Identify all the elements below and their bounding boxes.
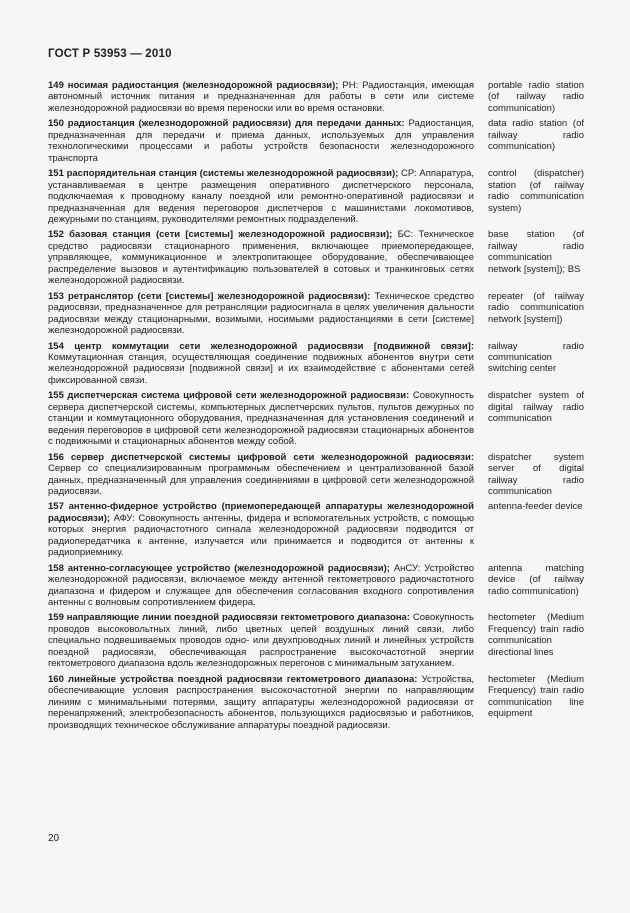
glossary-entry xyxy=(48,291,584,337)
entry-english-term: portable radio station (of railway radio communication) xyxy=(488,80,584,114)
glossary-entry xyxy=(48,612,584,669)
entry-term: 158 антенно-согласующее устройство (железнодорожной радиосвязи); xyxy=(48,562,390,574)
entry-body: СР: Аппаратура, устанавливаемая в центре размещения оперативного диспетчерского персонала, подключаемая к проводному каналу поездной или ремонтно-оперативной радиосвязи и предназначенная для ведения переговоров диспетчеров с машинистами локомотивов, дежурными по станциям, руководителями ремонтных подразделений. xyxy=(48,168,474,225)
entry-english-term: dispatcher system of digital railway radio communication xyxy=(488,390,584,425)
entry-definition xyxy=(48,118,474,164)
entry-english-term: antenna-feeder device xyxy=(488,501,583,513)
glossary-entry xyxy=(48,452,584,498)
entry-body: Совокупность проводов высоковольтных линий, либо цветных цепей воздушных линий связи, либо специально подвешиваемых проводов одно- или двухпроводных линий и линейных устройств поездной радиосвязи, обеспечивающая распространение высокочастотной энергии гектометрового диапазона вдоль железнодорожных перегонов с минимальным затуханием. xyxy=(48,612,474,670)
entry-body: Техническое средство радиосвязи, предназначенное для ретрансляции радиосигнала в целях увеличения дальности радиосвязи между стационарными, возимыми, носимыми радиостанциями в сети [системе] железнодорожной радиосвязи. xyxy=(48,290,475,337)
standard-header: ГОСТ Р 53953 — 2010 xyxy=(48,48,172,60)
entry-body: Устройства, обеспечивающие условия распространения высокочастотной энергии по направляющим линиям с минимальными потерями, защиту аппаратуры железнодорожной радиосвязи от перенапряжений, электробезопасность абонентов, пользующихся радиосвязью и работников, производящих техническое обслуживание аппаратуры поездной радиосвязи. xyxy=(48,673,474,731)
entry-definition xyxy=(48,674,474,731)
entry-term: 155 диспетчерская система цифровой сети железнодорожной радиосвязи: xyxy=(48,390,410,402)
entry-english-term: railway radio communication switching center xyxy=(488,340,584,375)
entry-definition xyxy=(48,341,474,387)
entry-definition xyxy=(48,291,474,337)
entry-body: Сервер со специализированным программным обеспечением и централизованной базой данных, предназначенный для управления соединениями в цифровой сети железнодорожной радиосвязи. xyxy=(48,463,474,497)
entry-term: 154 центр коммутации сети железнодорожной радиосвязи [подвижной связи]: xyxy=(48,340,474,352)
glossary-entry xyxy=(48,674,584,731)
page-number: 20 xyxy=(48,833,60,844)
entry-definition xyxy=(48,501,474,558)
entry-term: 153 ретранслятор (сети [системы] железнодорожной радиосвязи): xyxy=(48,290,371,302)
entry-english-term: base station (of railway radio communication network [system]); BS xyxy=(488,229,584,275)
entry-body: Коммутационная станция, осуществляющая соединение подвижных абонентов внутри сети железнодорожной радиосвязи [подвижной связи] и их взаимодействие с абонентами сетей фиксированной связи. xyxy=(48,351,474,386)
entry-definition xyxy=(48,390,474,447)
glossary-entry xyxy=(48,118,584,164)
entry-term: 159 направляющие линии поездной радиосвязи гектометрового диапазона: xyxy=(48,612,411,624)
glossary-entry xyxy=(48,341,584,387)
entry-english-term: control (dispatcher) station (of railway radio communication system) xyxy=(488,168,584,214)
entry-english-term: dispatcher system server of digital railway radio communication xyxy=(488,451,584,497)
entry-definition xyxy=(48,80,474,114)
entry-term: 156 сервер диспетчерской системы цифровой сети железнодорожной радиосвязи: xyxy=(48,451,474,463)
entry-term: 150 радиостанция (железнодорожной радиосвязи) для передачи данных: xyxy=(48,118,405,130)
entry-english-term: data radio station (of railway radio communication) xyxy=(488,118,584,153)
entry-body: АФУ: Совокупность антенны, фидера и вспомогательных устройств, с помощью которых энергия радиочастотного сигнала железнодорожной радиосвязи подводится от радиопередатчика к антенне, излучается или принимается и подводится от антенны к радиоприемнику. xyxy=(48,512,474,559)
entry-definition xyxy=(48,229,474,286)
entry-definition xyxy=(48,452,474,498)
entry-term: 157 антенно-фидерное устройство (приемопередающей аппаратуры железнодорожной радиосвязи); xyxy=(48,501,474,524)
entry-term: 160 линейные устройства поездной радиосвязи гектометрового диапазона: xyxy=(48,673,418,685)
entry-english-term: repeater (of railway radio communication network [system]) xyxy=(488,290,584,325)
entry-english-term: antenna matching device (of railway radio communication) xyxy=(488,562,584,597)
entry-term: 149 носимая радиостанция (железнодорожной радиосвязи); xyxy=(48,80,339,91)
glossary-entry xyxy=(48,390,584,447)
entry-definition xyxy=(48,612,474,669)
entry-body: Радиостанция, предназначенная для передачи и приема данных, используемых для управления технологическими процессами и работы устройств безопасности железнодорожного транспорта xyxy=(48,118,474,164)
entry-body: Совокупность сервера диспетчерской системы, компьютерных диспетчерских пультов, пультов дежурных по станции и коммутационного оборудования, предназначенная для установления соединений и ведения переговоров в цифровой сети железнодорожной радиосвязи стационарных абонентов с подвижными и стационарных абонентов между собой. xyxy=(48,390,474,448)
glossary-entry xyxy=(48,229,584,286)
entry-term: 152 базовая станция (сети [системы] железнодорожной радиосвязи); xyxy=(48,229,393,241)
entry-body: БС: Техническое средство радиосвязи стационарного применения, включающее приемопередающее, управляющее, коммуникационное и электропитающее оборудование, обеспечивающее распределение вызовов и аутентификацию пользователей в сотовых и транкинговых сетях железнодорожной радиосвязи. xyxy=(48,229,474,287)
glossary-entry xyxy=(48,80,584,114)
entry-english-term: hectometer (Medium Frequency) train radio communication directional lines xyxy=(488,612,584,658)
glossary-entry xyxy=(48,563,584,609)
glossary-entry xyxy=(48,501,584,558)
entry-body: РН: Радиостанция, имеющая автономный источник питания и предназначенная для работы в сети или системе железнодорожной радиосвязи во время переноски или во время остановки. xyxy=(48,80,474,114)
glossary-entries xyxy=(48,80,584,735)
entry-body: АнСУ: Устройство железнодорожной радиосвязи, включаемое между антенной гектометрового радиочастотного диапазона и фидером и служащее для обеспечения согласования входного сопротивления антенны с волновым сопротивлением фидера. xyxy=(48,562,474,609)
entry-definition xyxy=(48,563,474,609)
glossary-entry xyxy=(48,168,584,225)
entry-definition xyxy=(48,168,474,225)
entry-english-term: hectometer (Medium Frequency) train radio communication line equipment xyxy=(488,673,584,720)
entry-term: 151 распорядительная станция (системы железнодорожной радиосвязи); xyxy=(48,168,399,180)
